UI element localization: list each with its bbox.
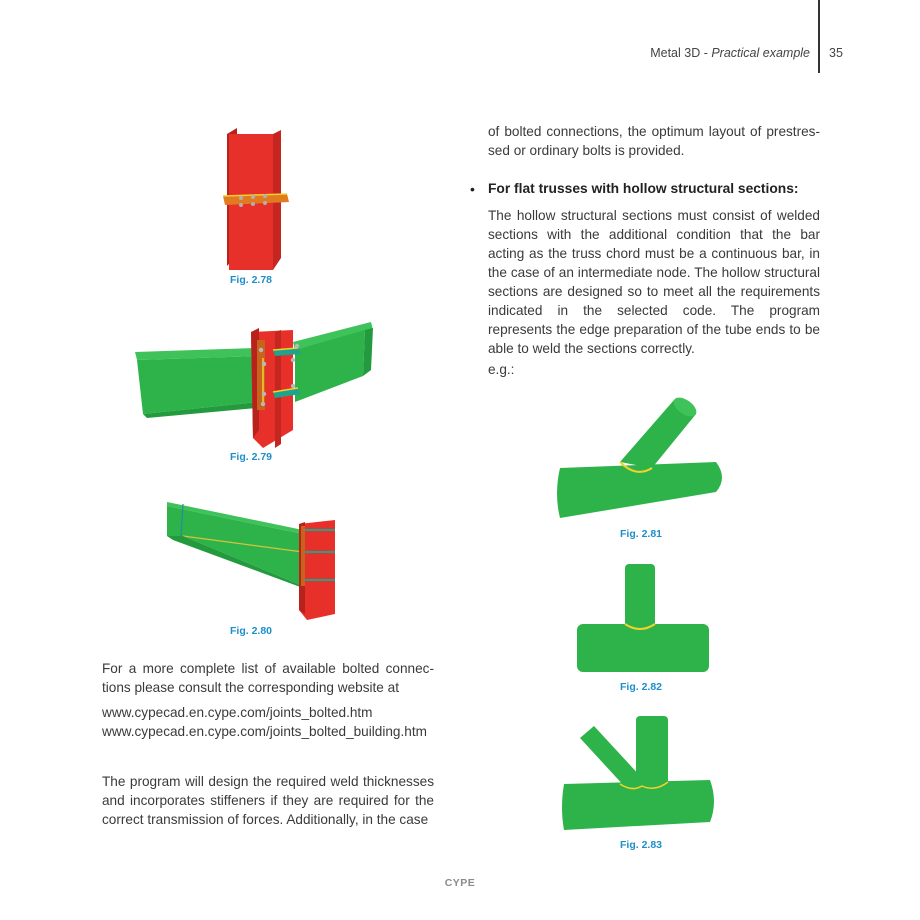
weld-paragraph: The program will design the required weld thicknesses and incorporates stiffeners if they are required for the correct transmission of forces. Additionally, in the case <box>102 774 434 827</box>
website-links <box>102 703 434 741</box>
figure-2-78-image <box>215 128 295 270</box>
link-joints-bolted-building[interactable]: www.cypecad.en.cype.com/joints_bolted_building.htm <box>102 724 427 739</box>
footer-brand: CYPE <box>444 877 476 889</box>
figure-2-79-image <box>133 320 378 448</box>
figure-2-81-image <box>556 390 728 522</box>
header-title-plain: Metal 3D - <box>650 46 712 60</box>
running-header <box>650 46 810 60</box>
example-label: e.g.: <box>488 362 515 377</box>
figure-caption: Fig. 2.83 <box>620 839 663 851</box>
figure-caption: Fig. 2.82 <box>620 681 663 693</box>
website-paragraph: For a more complete list of available bolted connec-tions please consult the corresponding website at <box>102 661 434 695</box>
figure-2-80-image <box>163 496 338 620</box>
continuation-paragraph: of bolted connections, the optimum layout of prestres-sed or ordinary bolts is provided. <box>488 124 820 158</box>
figure-caption: Fig. 2.79 <box>230 451 273 463</box>
truss-paragraph: The hollow structural sections must consist of welded sections with the additional condition that the bar acting as the truss chord must be a continuous bar, in the case of an intermediate node. The hollow structural sections are designed so to meet all the requirements indicated in the selected code. The program represents the edge preparation of the tube ends to be able to weld the sections correctly. <box>488 208 820 356</box>
header-title-italic: Practical example <box>711 46 810 60</box>
page-number: 35 <box>829 46 843 60</box>
bullet-marker: • <box>470 181 475 197</box>
figure-caption: Fig. 2.78 <box>230 274 273 286</box>
figure-caption: Fig. 2.80 <box>230 625 273 637</box>
link-joints-bolted[interactable]: www.cypecad.en.cype.com/joints_bolted.htm <box>102 705 373 720</box>
figure-2-82-image <box>573 560 713 676</box>
bullet-heading: For flat trusses with hollow structural sections: <box>488 181 799 196</box>
figure-caption: Fig. 2.81 <box>620 528 663 540</box>
header-divider <box>818 0 820 73</box>
figure-2-83-image <box>560 712 720 832</box>
